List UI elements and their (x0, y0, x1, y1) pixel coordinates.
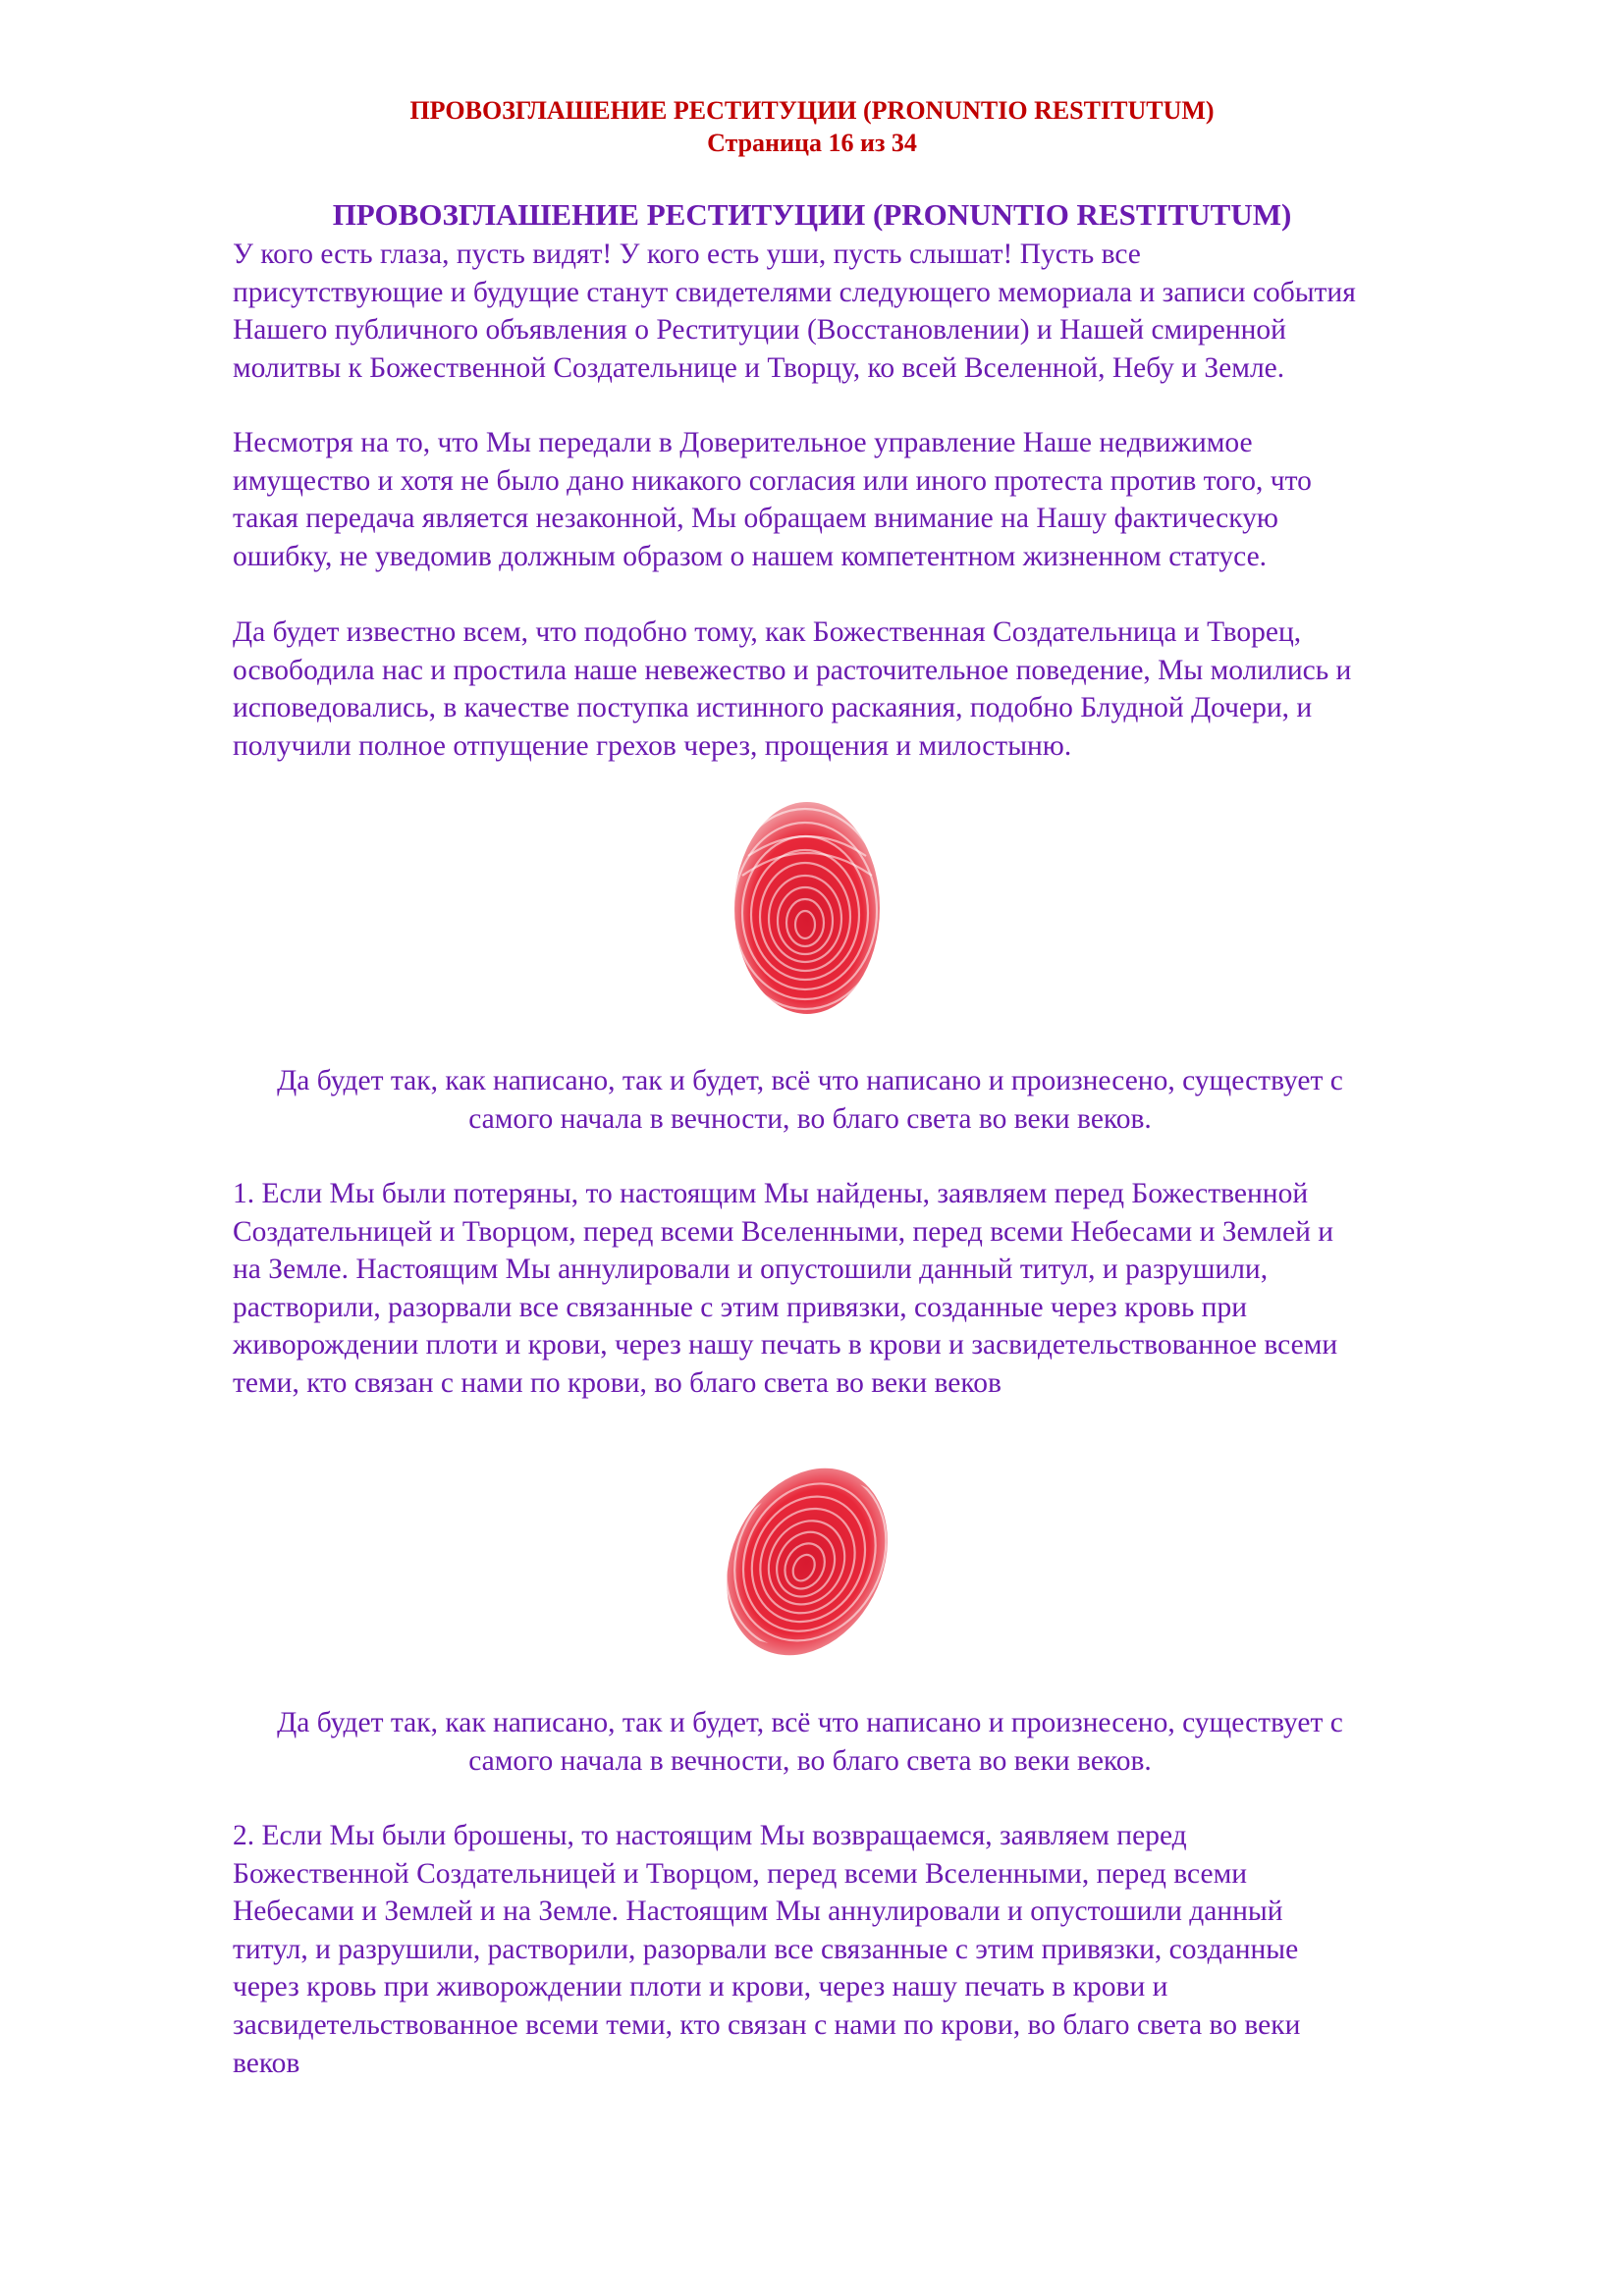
affirmation-text-1: Да будет так, как написано, так и будет, всё что написано и произнесено, существует с самого начала в вечности, во благо света во веки веков. (277, 1065, 1343, 1135)
numbered-item-2: 2. Если Мы были брошены, то настоящим Мы возвращаемся, заявляем перед Божественной Создательницей и Творцом, перед всеми Вселенными, перед всеми Небесами и Землей и на Земле. Настоящим Мы аннулировали и опустошили данный титул, и разрушили, растворили, разорвали все связанные с этим привязки, созданные через кровь при живорождении плоти и крови, через нашу печать в крови и засвидетельствованное всеми теми, кто связан с нами по крови, во благо света во веки веков (233, 1820, 1301, 2079)
fingerprint-icon (707, 1461, 907, 1663)
intro-paragraph: У кого есть глаза, пусть видят! У кого есть уши, пусть слышат! Пусть все присутствующие и будущие станут свидетелями следующего мемориала и записи события Нашего публичного объявления о Реституции (Восстановлении) и Нашей смиренной молитвы к Божественной Создательнице и Творцу, ко всей Вселенной, Небу и Земле. (233, 239, 1356, 384)
affirmation-text-2: Да будет так, как написано, так и будет, всё что написано и произнесено, существует с самого начала в вечности, во благо света во веки веков. (277, 1707, 1343, 1777)
trust-paragraph: Несмотря на то, что Мы передали в Доверительное управление Наше недвижимое имущество и хотя не было дано никакого согласия или иного протеста против того, что такая передача является незаконной, Мы обращаем внимание на Нашу фактическую ошибку, не уведомив должным образом о нашем компетентном жизненном статусе. (233, 427, 1312, 572)
fingerprint-icon (729, 797, 886, 1019)
page-number-label: Страница 16 из 34 (707, 129, 917, 157)
repentance-paragraph: Да будет известно всем, что подобно тому, как Божественная Создательница и Творец, освободила нас и простила наше невежество и расточительное поведение, Мы молились и исповедовались, в качестве поступка истинного раскаяния, подобно Блудной Дочери, и получили полное отпущение грехов через, прощения и милостыню. (233, 616, 1352, 762)
running-header-title: ПРОВОЗГЛАШЕНИЕ РЕСТИТУЦИИ (PRONUNTIO RESTITUTUM) (409, 96, 1215, 125)
document-title: ПРОВОЗГЛАШЕНИЕ РЕСТИТУЦИИ (PRONUNTIO RESTITUTUM) (332, 197, 1292, 232)
numbered-item-1: 1. Если Мы были потеряны, то настоящим Мы найдены, заявляем перед Божественной Создательницей и Творцом, перед всеми Вселенными, перед всеми Небесами и Землей и на Земле. Настоящим Мы аннулировали и опустошили данный титул, и разрушили, растворили, разорвали все связанные с этим привязки, созданные через кровь при живорождении плоти и крови, через нашу печать в крови и засвидетельствованное всеми теми, кто связан с нами по крови, во благо света во веки веков (233, 1178, 1338, 1399)
